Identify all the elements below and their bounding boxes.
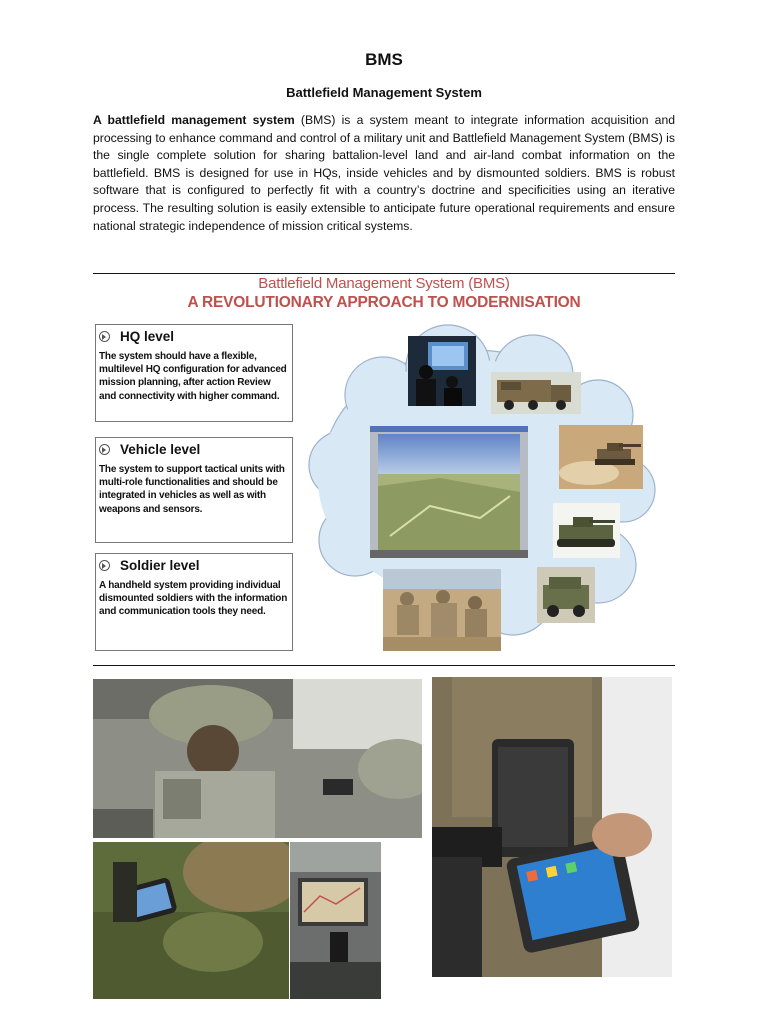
armored-vehicle-photo bbox=[553, 503, 620, 558]
soldier-level-box bbox=[95, 553, 293, 651]
dismounted-soldiers-photo bbox=[383, 569, 501, 651]
bms-infographic bbox=[93, 275, 675, 663]
hq-level-box bbox=[95, 324, 293, 422]
hq-level-heading: HQ level bbox=[120, 329, 175, 344]
intro-paragraph-rest: (BMS) is a system meant to integrate information acquisition and processing to enhance command and control of a military unit and Battlefield Management System (BMS) is the single complete solution for sharing battalion-level land and air-land combat information on the battlefield. BMS is designed for use in HQs, inside vehicles and by dismounted soldiers. BMS is robust software that is configured to perfectly fit with a country’s doctrine and specificities using an iterative process. The resulting solution is easily extensible to anticipate future operational requirements and ensure national strategic independence of mission critical systems. bbox=[93, 113, 676, 233]
intro-paragraph-lead: A battlefield management system bbox=[93, 113, 295, 127]
arrow-bullet-icon bbox=[99, 444, 110, 455]
vehicle-level-description: The system to support tactical units with multi-role functionalities and should be integrated in vehicles as well as with weapons and sensors. bbox=[99, 464, 285, 515]
map-display-screenshot bbox=[370, 426, 528, 558]
arrow-bullet-icon bbox=[99, 331, 110, 342]
supply-truck-photo bbox=[491, 372, 581, 414]
arrow-bullet-icon bbox=[99, 560, 110, 571]
infographic-title: Battlefield Management System (BMS) bbox=[258, 275, 510, 292]
intro-paragraph bbox=[93, 112, 675, 235]
infographic-headline: A REVOLUTIONARY APPROACH TO MODERNISATION bbox=[187, 294, 581, 311]
hq-level-description: The system should have a flexible, multilevel HQ configuration for advanced mission planning, after action Review and connectivity with higher command. bbox=[99, 351, 287, 402]
bottom-divider bbox=[93, 665, 675, 666]
tank-in-dust-photo bbox=[559, 425, 643, 489]
top-divider bbox=[93, 273, 675, 274]
soldier-in-vehicle-photo bbox=[93, 679, 422, 838]
vehicle-level-heading: Vehicle level bbox=[120, 442, 201, 457]
camouflaged-soldier-tablet-photo bbox=[93, 842, 289, 999]
document-title: BMS bbox=[365, 50, 403, 69]
soldier-with-rugged-tablet-photo bbox=[432, 677, 672, 977]
vehicle-level-box bbox=[95, 437, 293, 543]
soldier-level-heading: Soldier level bbox=[120, 558, 200, 573]
map-tablet-in-vehicle-photo bbox=[290, 842, 381, 999]
document-subtitle: Battlefield Management System bbox=[286, 85, 482, 100]
soldier-level-description: A handheld system providing individual dismounted soldiers with the information and communication tools they need. bbox=[99, 580, 288, 618]
hq-operators-photo bbox=[408, 336, 476, 406]
patrol-jeep-photo bbox=[537, 567, 595, 623]
